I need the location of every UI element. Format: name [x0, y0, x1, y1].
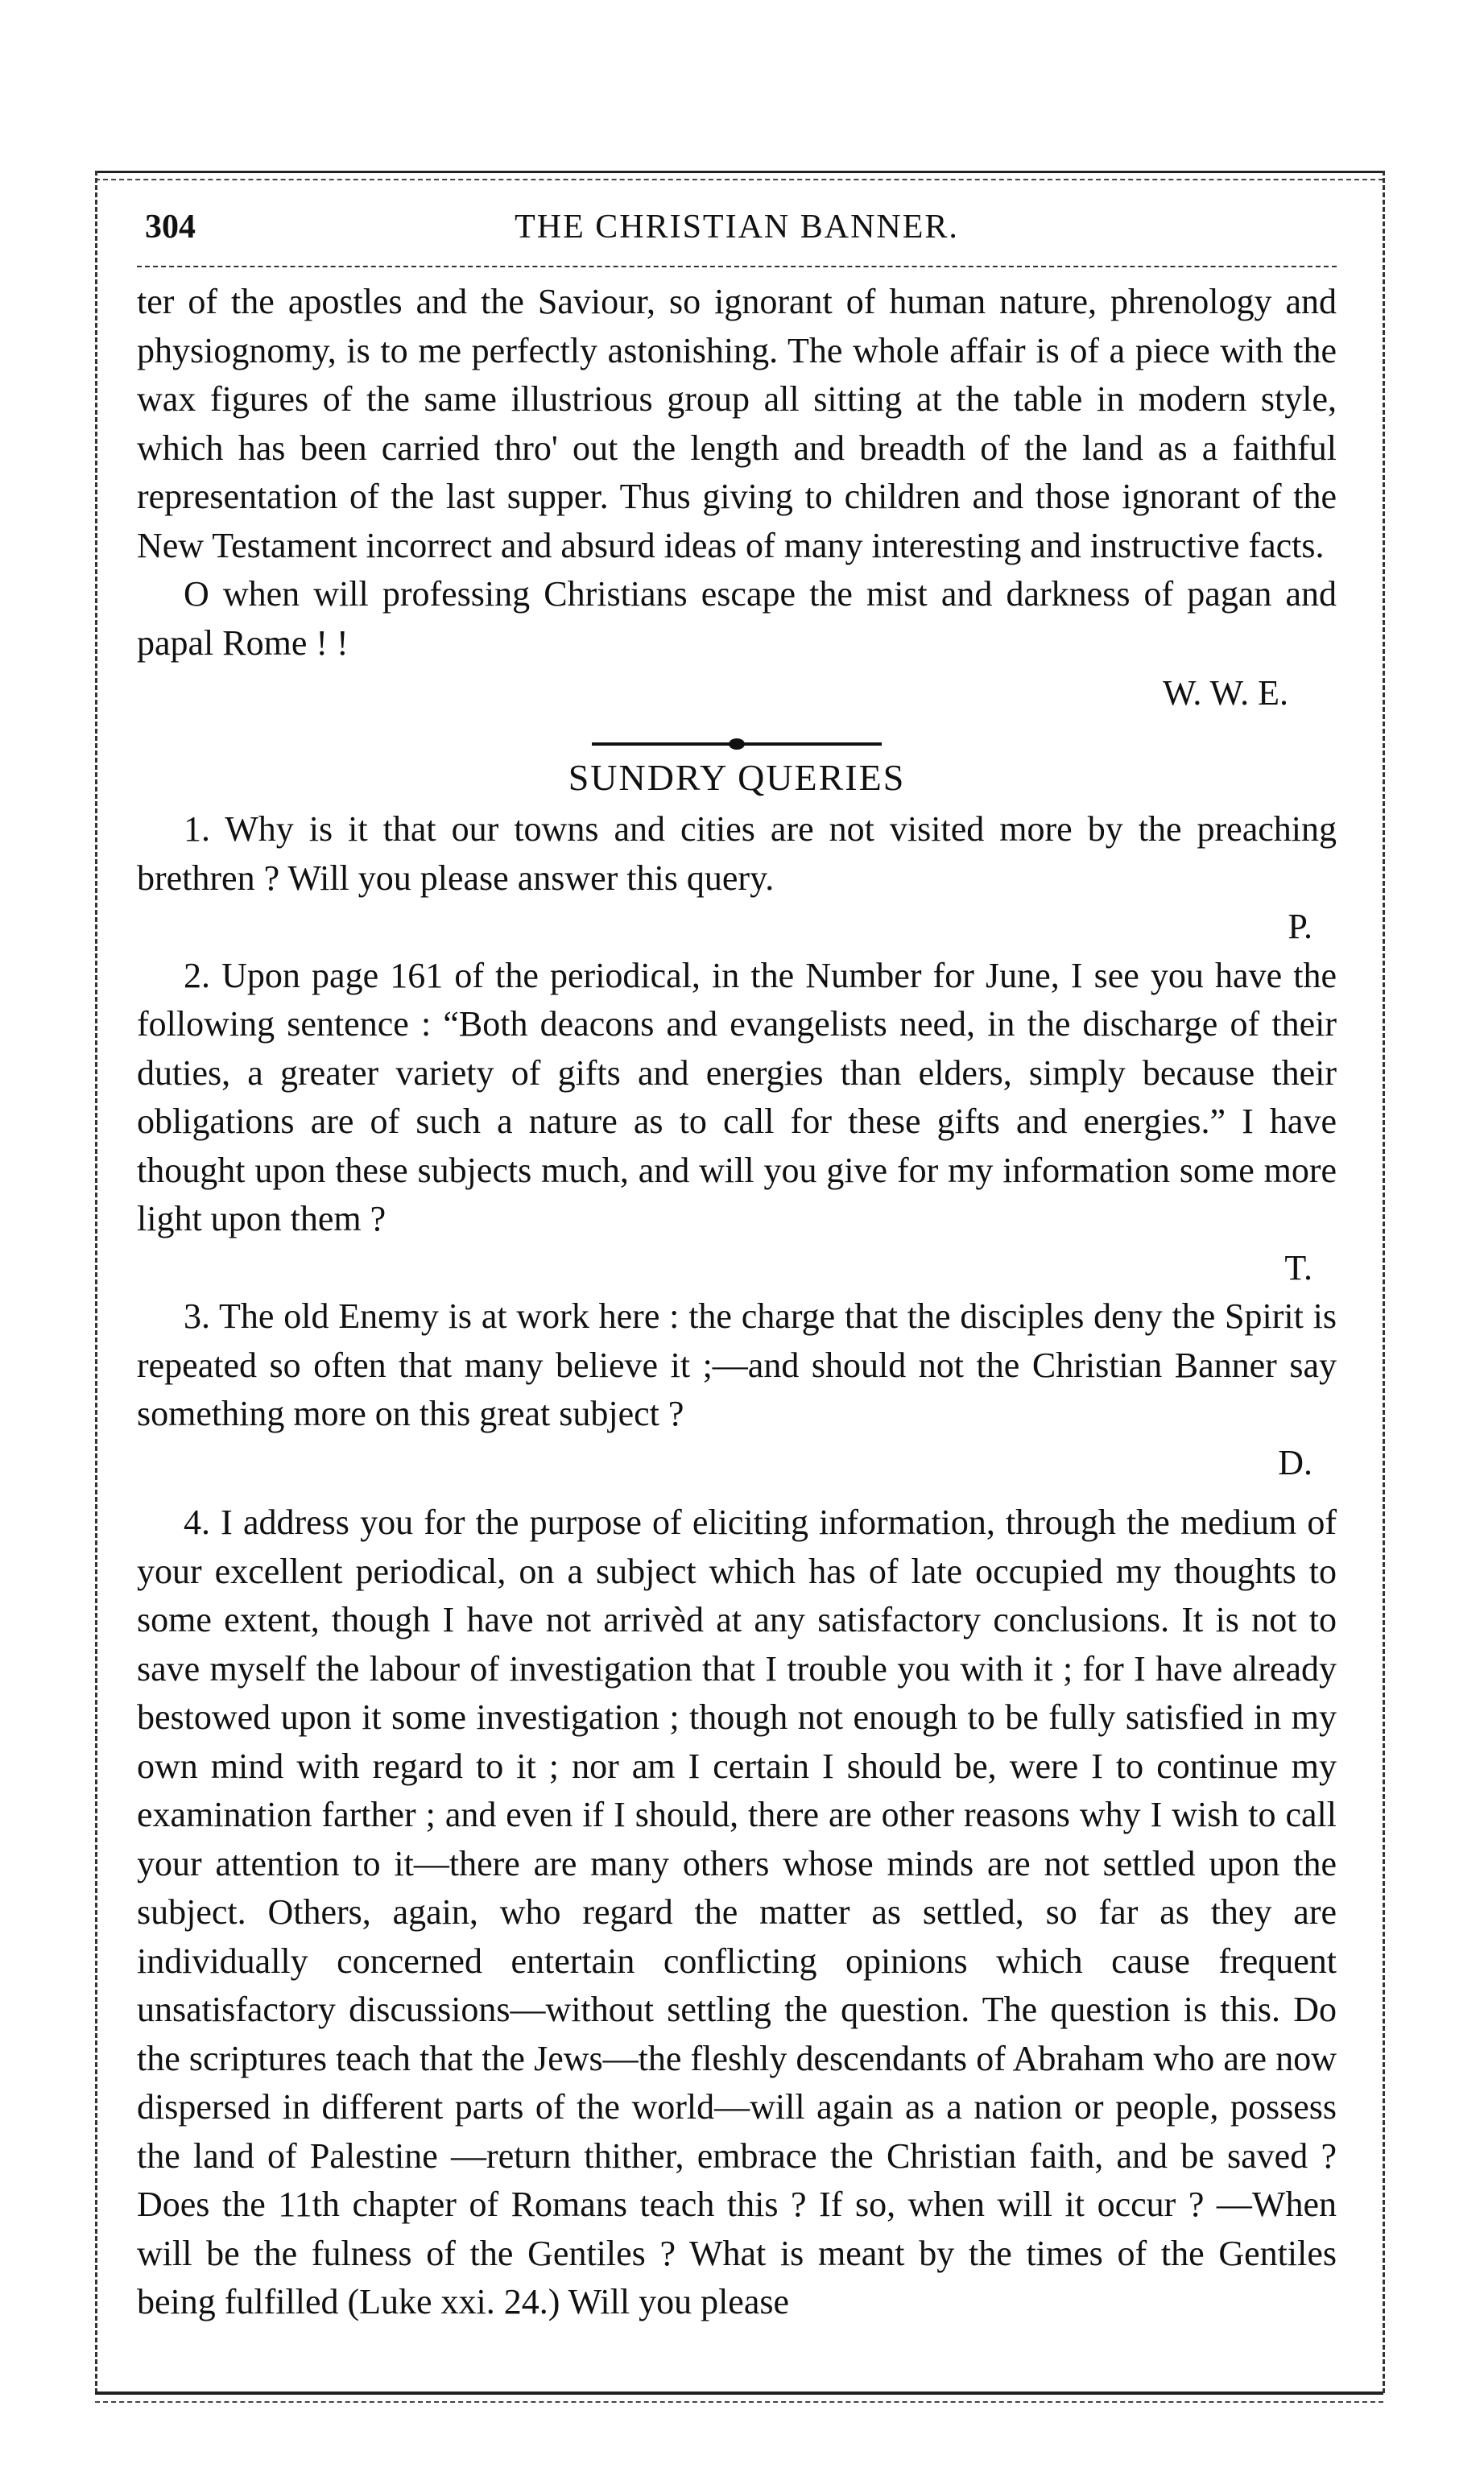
page-content [137, 278, 1337, 2327]
separator-ornament [729, 738, 745, 750]
query-text: 2. Upon page 161 of the periodical, in the Number for June, I see you have the following sentence : “Both deacons and evangelists need, in the discharge of their duties, a greater variety of gifts and energies than elders, simply because their obligations are of such a nature as to call for these gifts and energies.” I have thought upon these subjects much, and will you give for my information some more light upon them ? [137, 955, 1337, 1238]
article-signature: W. W. E. [1162, 673, 1288, 713]
section-title: SUNDRY QUERIES [568, 756, 906, 798]
article-paragraph: ter of the apostles and the Saviour, so ignorant of human nature, phrenology and physiognomy, is to me perfectly astonishing. The whole affair is of a piece with the wax figures of the same illustrious group all sitting at the table in modern style, which has been carried thro' out the length and breadth of the land as a faithful representation of the last supper. Thus giving to children and those ignorant of the New Testament incorrect and absurd ideas of many interesting and instructive facts. [137, 282, 1337, 565]
section-separator [592, 742, 882, 746]
query-initial: P. [1288, 907, 1312, 946]
bottom-border-rule [95, 2392, 1383, 2395]
running-title: THE CHRISTIAN BANNER. [515, 209, 959, 246]
bottom-border-rule-dashed [95, 2401, 1383, 2403]
query-initial: D. [1278, 1442, 1312, 1482]
page-number: 304 [145, 209, 196, 246]
page-header [137, 201, 1337, 258]
query-text: 4. I address you for the purpose of eliciting information, through the medium of your excellent periodical, on a subject which has of late occupied my thoughts to some extent, though I have not arrivèd at any satisfactory conclusions. It is not to save myself the labour of investigation that I trouble you with it ; for I have already bestowed upon it some investigation ; though not enough to be fully satisfied in my own mind with regard to it ; nor am I certain I should be, were I to continue my examination farther ; and even if I should, there are other reasons why I wish to call your attention to it—there are many others whose minds are not settled upon the subject. Others, again, who regard the matter as settled, so far as they are individually concerned entertain conflicting opinions which cause frequent unsatisfactory discussions—without settling the question. The question is this. Do the scriptures teach that the Jews—the fleshly descendants of Abraham who are now dispersed in different parts of the world—will again as a nation or people, possess the land of Palestine —return thither, embrace the Christian faith, and be saved ? Does the 11th chapter of Romans teach this ? If so, when will it occur ? —When will be the fulness of the Gentiles ? What is meant by the times of the Gentiles being fulfilled (Luke xxi. 24.) Will you please [137, 1503, 1337, 2321]
query-text: 1. Why is it that our towns and cities are not visited more by the preaching brethren ? Will you please answer this query. [137, 809, 1337, 898]
header-rule [137, 266, 1337, 267]
query-text: 3. The old Enemy is at work here : the charge that the disciples deny the Spirit is repeated so often that many believe it ;—and should not the Christian Banner say something more on this great subject ? [137, 1296, 1337, 1433]
query-initial: T. [1284, 1247, 1312, 1288]
article-paragraph: O when will professing Christians escape the mist and darkness of pagan and papal Rome ! ! [137, 574, 1337, 663]
